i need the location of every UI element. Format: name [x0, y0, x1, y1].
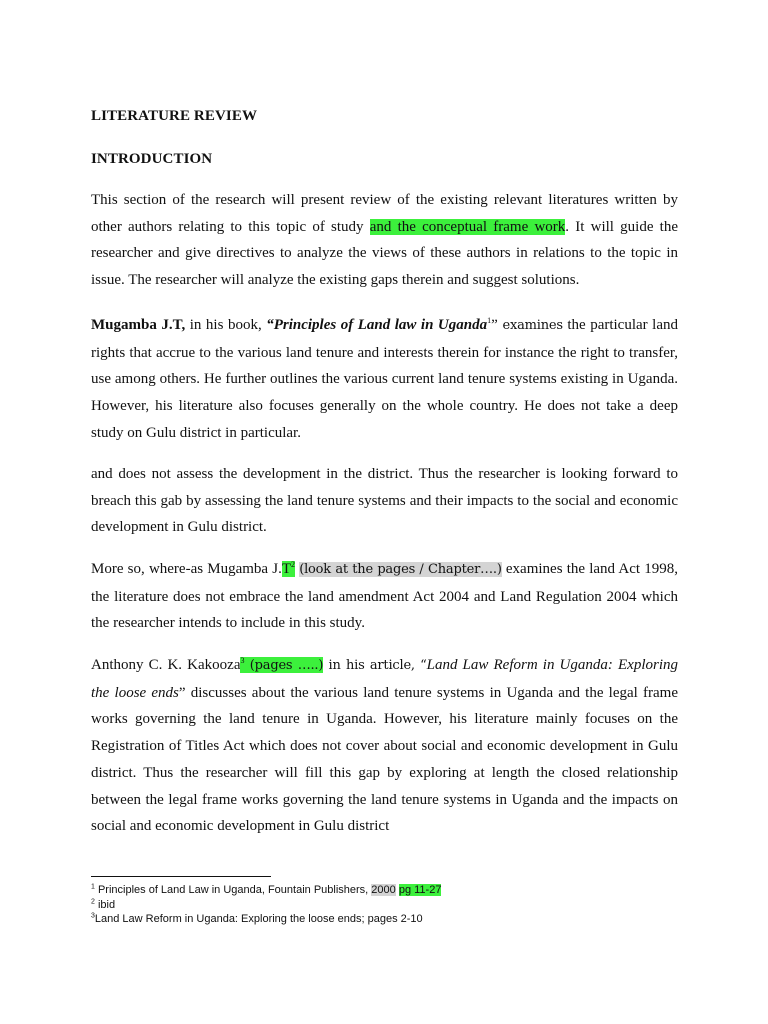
kakooza-alt-text: in his article, “	[323, 658, 427, 673]
continuation-paragraph: and does not assess the development in the district. Thus the researcher is looking forward to breach this gab by assessing the land tenure systems and their impacts to the social and economic development in Gulu district.	[91, 466, 678, 536]
footnote-ref-3: 3	[240, 656, 245, 665]
moreso-highlight-t	[282, 561, 295, 577]
footnote-1-text: Principles of Land Law in Uganda, Fountain Publishers,	[94, 884, 372, 896]
moreso-highlight-letter: T	[281, 561, 292, 577]
footnotes	[91, 883, 691, 927]
footnote-1	[91, 883, 691, 898]
kakooza-note: (pages …..)	[244, 658, 324, 673]
footnote-1-number: 1	[91, 883, 95, 891]
footnote-ref-2: 2	[291, 560, 296, 569]
footnote-2-text: ibid	[94, 898, 116, 911]
footnote-separator	[91, 876, 271, 877]
footnote-3	[91, 912, 691, 927]
footnote-1-year: 2000	[371, 884, 396, 896]
moreso-text-2: examines the land Act 1998, the literature does not embrace the land amendment Act 2004 and Land Regulation 2004 which the researcher intends to include in this study.	[91, 561, 678, 632]
moreso-text-1: More so, where-as Mugamba J.	[91, 561, 282, 577]
kakooza-article-title: Land Law Reform in Uganda: Exploring the loose ends	[91, 657, 678, 701]
intro-text-2: . It will guide the researcher and give directives to analyze the views of these authors in relations to the topic in issue. The researcher will analyze the existing gaps therein and suggest solutions.	[91, 218, 678, 289]
footnote-2	[91, 898, 691, 913]
kakooza-paragraph	[91, 652, 678, 840]
footnote-1-pages: pg 11-27	[398, 884, 442, 896]
footnote-3-text: Land Law Reform in Uganda: Exploring the loose ends; pages 2-10	[94, 913, 423, 925]
kakooza-quote-end: ”	[178, 684, 186, 701]
kakooza-author: Anthony C. K. Kakooza	[91, 657, 241, 673]
intro-highlight: and the conceptual frame work	[369, 218, 566, 235]
heading-introduction: INTRODUCTION	[91, 151, 213, 167]
kakooza-highlight	[240, 657, 323, 673]
mugamba-quote-end: ”	[491, 317, 498, 333]
moreso-paragraph	[91, 556, 678, 637]
mugamba-text-1: in his book,	[185, 317, 267, 333]
mugamba-paragraph	[91, 312, 678, 447]
footnote-ref-1: 1	[487, 316, 492, 325]
mugamba-book-title: “Principles of Land law in Uganda	[266, 317, 488, 333]
heading-literature-review: LITERATURE REVIEW	[91, 108, 258, 124]
mugamba-examines: examines	[497, 318, 563, 333]
moreso-note: (look at the pages / Chapter….)	[299, 562, 502, 577]
intro-paragraph	[91, 187, 678, 294]
mugamba-text-2: the particular land rights that accrue to the various land tenure and interests therein for instance the right to transfer, use among others. He further outlines the various current land tenure systems existing in Uganda. However, his literature also focuses generally on the whole country. He does not take a deep study on Gulu district in particular.	[91, 317, 678, 441]
footnote-2-number: 2	[91, 897, 95, 905]
footnote-3-number: 3	[91, 912, 95, 920]
kakooza-text-2: discusses about the various land tenure systems in Uganda and the legal frame works governing the land tenure in Uganda. However, his literature mainly focuses on the Registration of Titles Act which does not cover about social and economic development in Gulu district. Thus the researcher will fill this gap by exploring at length the closed relationship between the legal frame works governing the land tenure systems in Uganda and the impacts on social and economic development in Gulu district	[91, 684, 679, 835]
intro-text-1: This section of the research will present review of the existing relevant literatures written by other authors relating to this topic of study	[91, 192, 678, 235]
mugamba-author: Mugamba J.T,	[91, 317, 186, 333]
